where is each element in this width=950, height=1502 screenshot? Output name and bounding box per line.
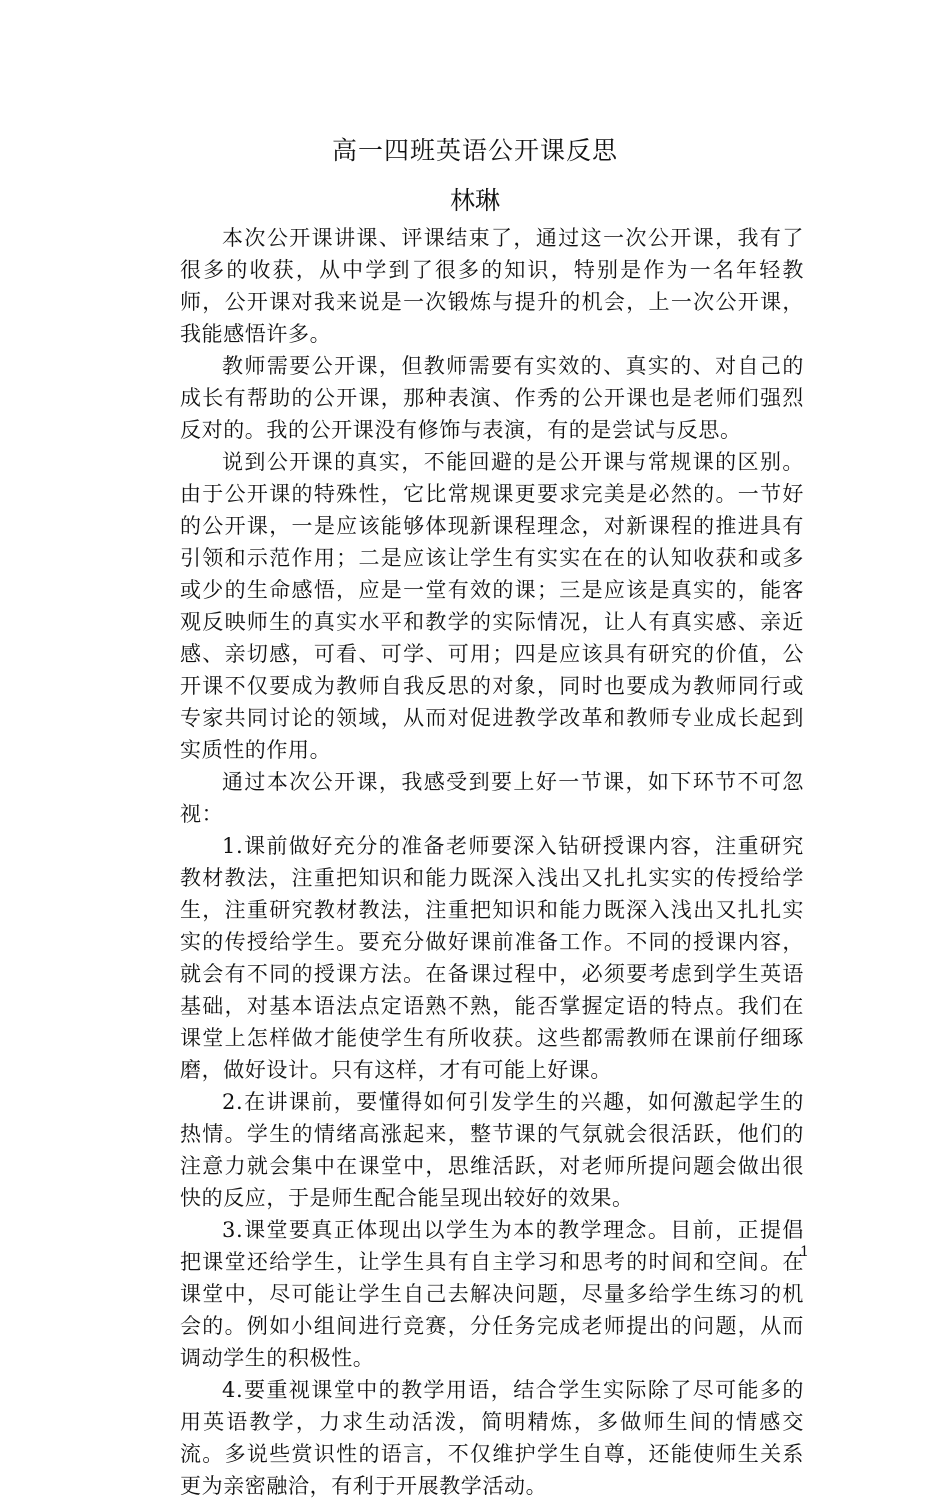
document-body (180, 222, 804, 1502)
paragraph: 1.课前做好充分的准备老师要深入钻研授课内容，注重研究教材教法，注重把知识和能力既深入浅出又扎扎实实的传授给学生，注重研究教材教法，注重把知识和能力既深入浅出又扎扎实实的传授给学生。要充分做好课前准备工作。不同的授课内容，就会有不同的授课方法。在备课过程中，必须要考虑到学生英语基础，对基本语法点定语熟不熟，能否掌握定语的特点。我们在课堂上怎样做才能使学生有所收获。这些都需教师在课前仔细琢磨，做好设计。只有这样，才有可能上好课。 (180, 834, 804, 1082)
document-author: 林琳 (449, 186, 500, 215)
paragraph: 3.课堂要真正体现出以学生为本的教学理念。目前，正提倡把课堂还给学生，让学生具有自主学习和思考的时间和空间。在课堂中，尽可能让学生自己去解决问题，尽量多给学生练习的机会的。例如小组间进行竞赛，分任务完成老师提出的问题，从而调动学生的积极性。 (180, 1218, 804, 1370)
paragraph: 4.要重视课堂中的教学用语，结合学生实际除了尽可能多的用英语教学，力求生动活泼，简明精炼，多做师生间的情感交流。多说些赏识性的语言，不仅维护学生自尊，还能使师生关系更为亲密融洽，有利于开展教学活动。 (180, 1378, 804, 1498)
document-title: 高一四班英语公开课反思 (331, 136, 618, 165)
paragraph: 教师需要公开课，但教师需要有实效的、真实的、对自己的成长有帮助的公开课，那种表演、作秀的公开课也是老师们强烈反对的。我的公开课没有修饰与表演，有的是尝试与反思。 (180, 354, 804, 442)
page-number: 1 (800, 1244, 809, 1260)
paragraph: 通过本次公开课，我感受到要上好一节课，如下环节不可忽视： (180, 770, 804, 826)
paragraph: 说到公开课的真实，不能回避的是公开课与常规课的区别。由于公开课的特殊性，它比常规课更要求完美是必然的。一节好的公开课，一是应该能够体现新课程理念，对新课程的推进具有引领和示范作用；二是应该让学生有实实在在的认知收获和或多或少的生命感悟，应是一堂有效的课；三是应该是真实的，能客观反映师生的真实水平和教学的实际情况，让人有真实感、亲近感、亲切感，可看、可学、可用；四是应该具有研究的价值，公开课不仅要成为教师自我反思的对象，同时也要成为教师同行或专家共同讨论的领域，从而对促进教学改革和教师专业成长起到实质性的作用。 (180, 450, 804, 762)
paragraph: 本次公开课讲课、评课结束了，通过这一次公开课，我有了很多的收获，从中学到了很多的知识，特别是作为一名年轻教师，公开课对我来说是一次锻炼与提升的机会，上一次公开课，我能感悟许多。 (180, 226, 804, 346)
paragraph: 2.在讲课前，要懂得如何引发学生的兴趣，如何激起学生的热情。学生的情绪高涨起来，整节课的气氛就会很活跃，他们的注意力就会集中在课堂中，思维活跃，对老师所提问题会做出很快的反应，于是师生配合能呈现出较好的效果。 (180, 1090, 804, 1210)
